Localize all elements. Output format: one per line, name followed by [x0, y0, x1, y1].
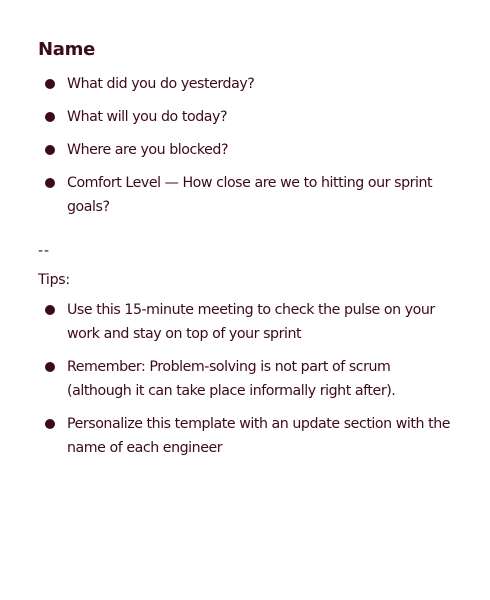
question-text: What did you do yesterday?	[67, 76, 255, 92]
bullet-icon	[45, 112, 55, 122]
standup-questions-list	[38, 72, 452, 219]
question-item	[38, 105, 452, 129]
separator-text: --	[38, 243, 51, 259]
question-text: What will you do today?	[67, 109, 228, 125]
bullet-icon	[45, 145, 55, 155]
question-item	[38, 171, 452, 219]
bullet-icon	[45, 79, 55, 89]
question-text: Where are you blocked?	[67, 142, 229, 158]
bullet-icon	[45, 305, 55, 315]
bullet-icon	[45, 362, 55, 372]
tips-list	[38, 298, 452, 460]
tips-label: Tips:	[38, 272, 70, 288]
bullet-icon	[45, 419, 55, 429]
tip-item	[38, 355, 452, 403]
section-heading: Name	[38, 39, 95, 60]
tip-text: Remember: Problem-solving is not part of scrum (although it can take place informally right after).	[67, 359, 396, 399]
question-item	[38, 138, 452, 162]
tip-item	[38, 298, 452, 346]
bullet-icon	[45, 178, 55, 188]
tip-text: Personalize this template with an update section with the name of each engineer	[67, 416, 451, 456]
question-text: Comfort Level — How close are we to hitting our sprint goals?	[67, 175, 433, 215]
tip-text: Use this 15-minute meeting to check the pulse on your work and stay on top of your sprint	[67, 302, 435, 342]
question-item	[38, 72, 452, 96]
tip-item	[38, 412, 452, 460]
